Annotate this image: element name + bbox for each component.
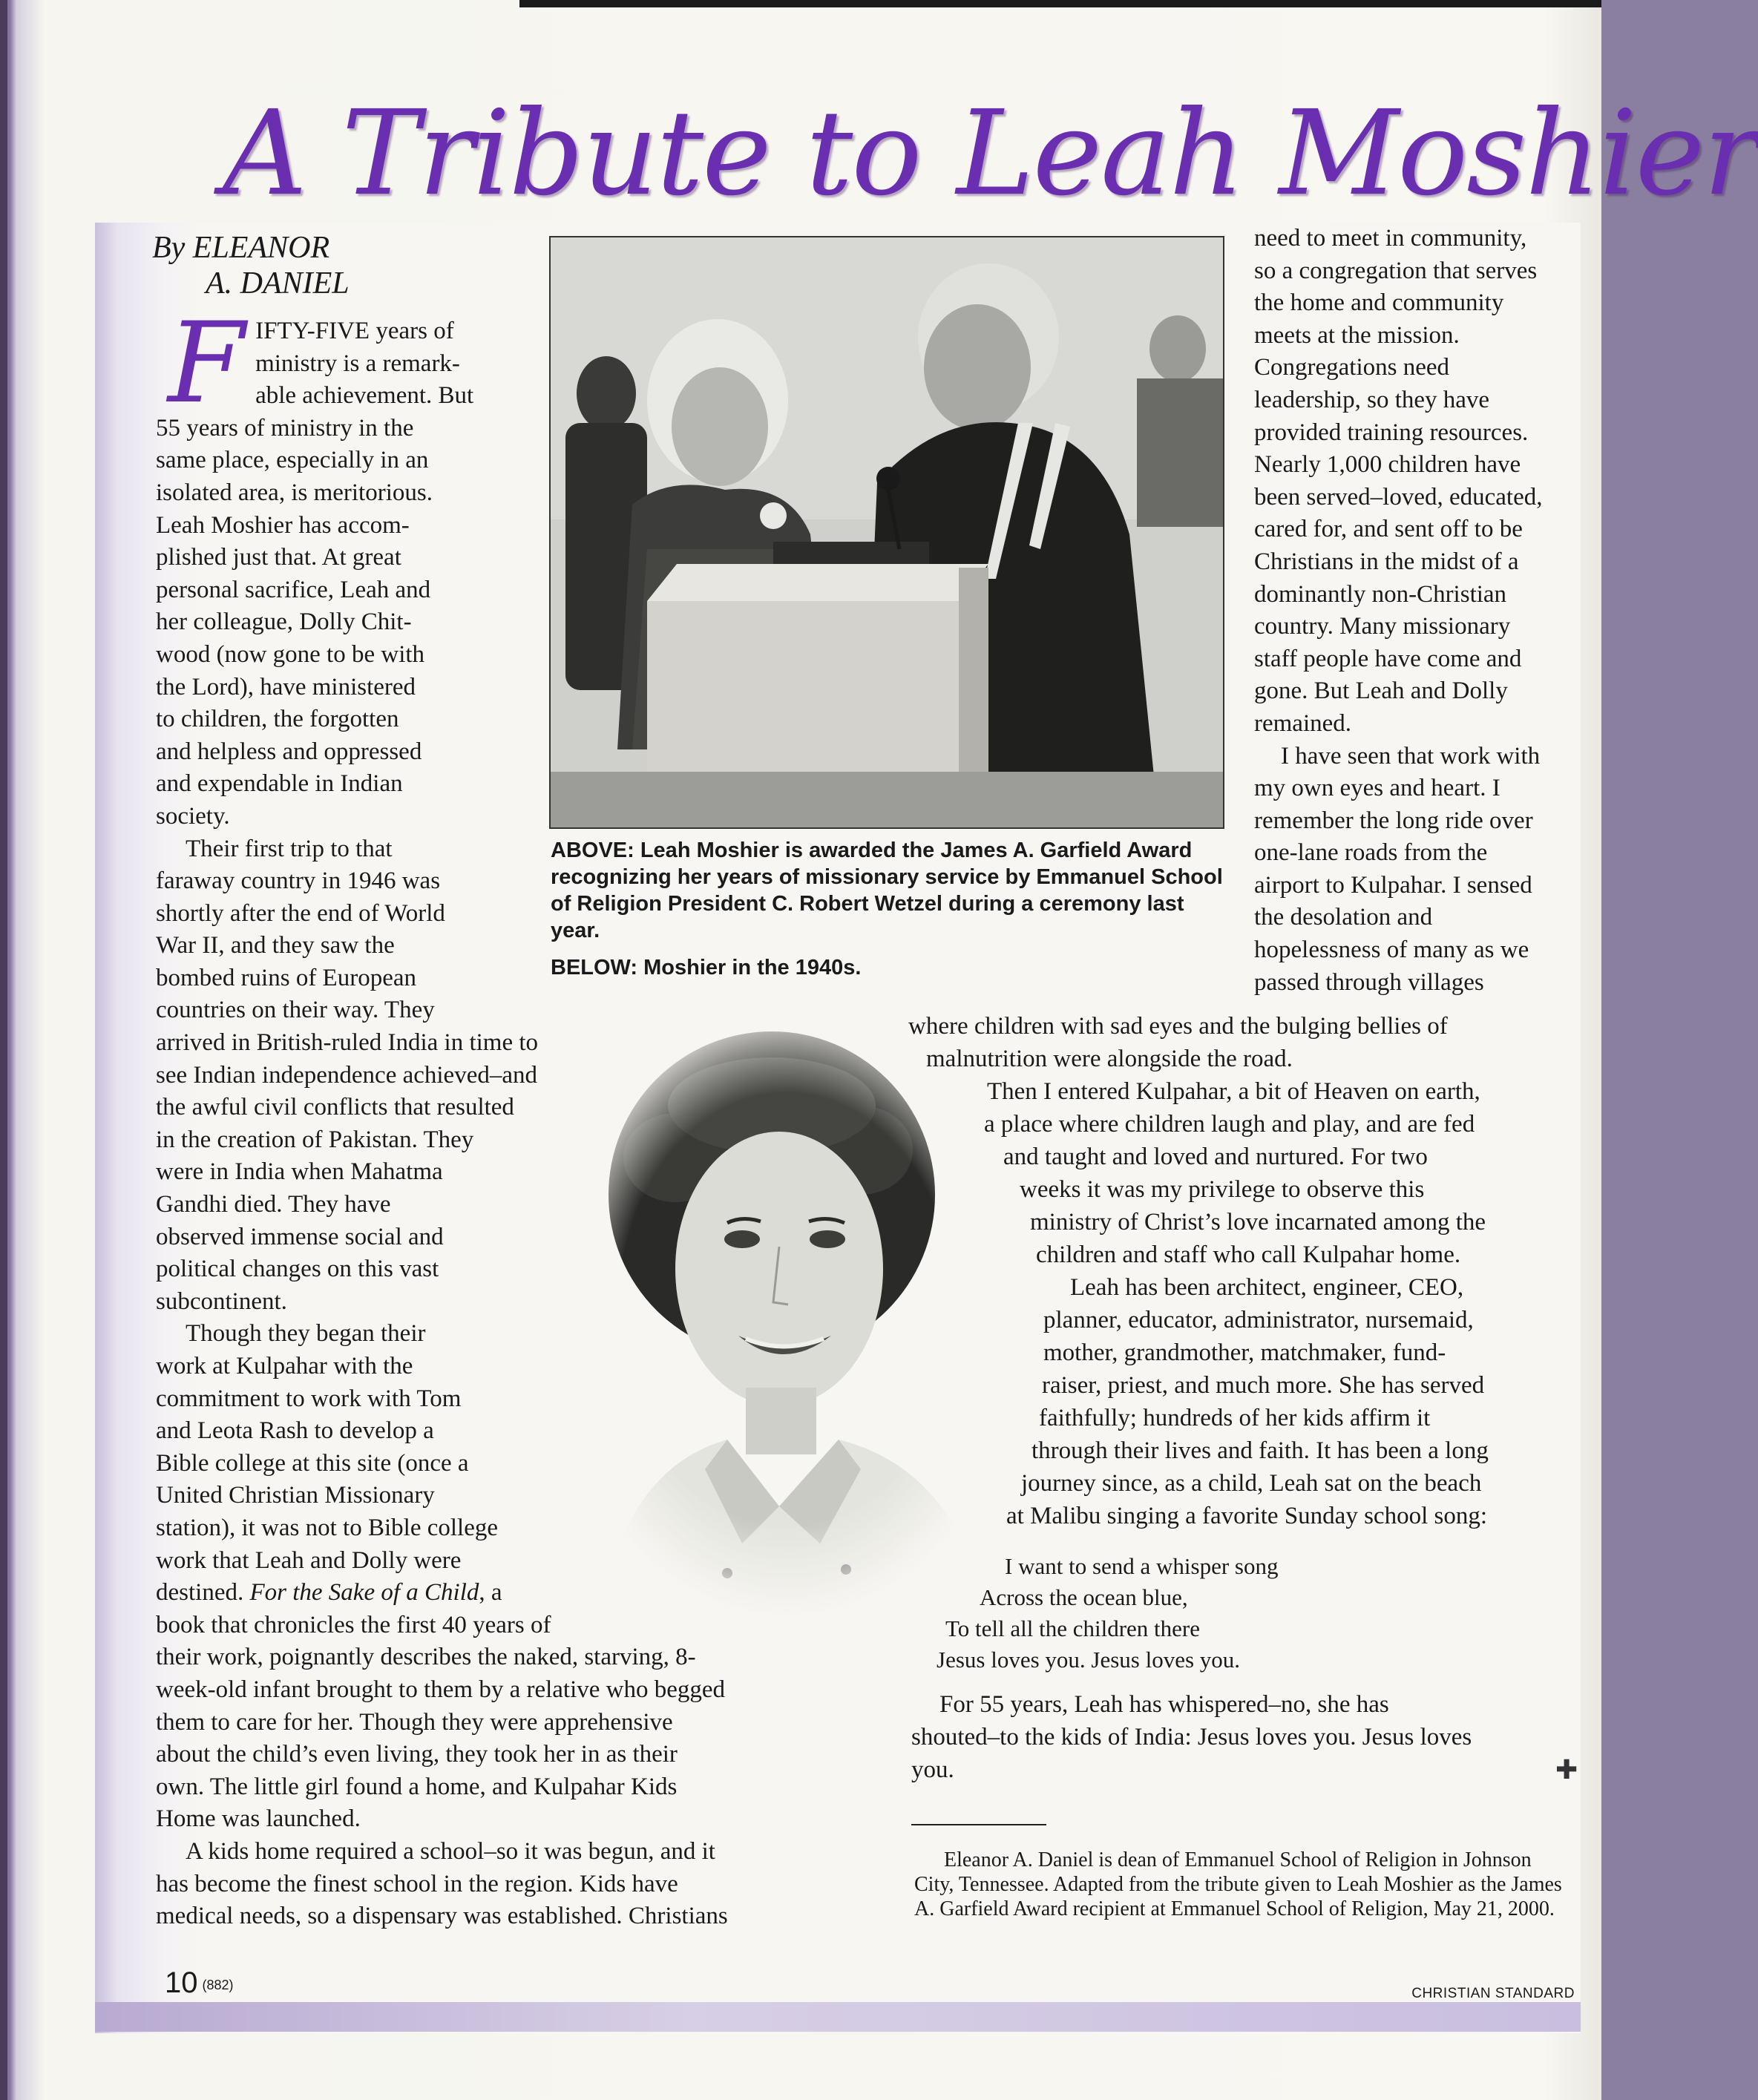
body-line: mother, grandmother, matchmaker, fund-: [1043, 1339, 1446, 1366]
body-line: the desolation and: [1254, 904, 1433, 931]
destined-text: destined.: [156, 1579, 250, 1607]
article-title: A Tribute to Leah Moshier: [223, 85, 1758, 222]
body-line: personal sacrifice, Leah and: [156, 576, 431, 603]
body-line: Home was launched.: [156, 1805, 361, 1833]
body-line: Christians in the midst of a: [1254, 548, 1519, 575]
body-line: Leah Moshier has accom-: [156, 511, 410, 539]
body-line: For 55 years, Leah has whispered–no, she has: [939, 1691, 1389, 1718]
body-line: isolated area, is meritorious.: [156, 479, 433, 506]
body-line: observed immense social and: [156, 1223, 444, 1250]
portrait-illustration: [557, 1024, 1017, 1618]
body-line: her colleague, Dolly Chit-: [156, 608, 412, 636]
page-number-alt: (882): [202, 1978, 234, 1992]
body-line: need to meet in community,: [1254, 225, 1527, 252]
body-line: and taught and loved and nurtured. For two: [1003, 1143, 1428, 1170]
body-line: country. Many missionary: [1254, 613, 1511, 640]
end-mark-icon: ✚: [1555, 1755, 1578, 1785]
body-line: journey since, as a child, Leah sat on the beach: [1021, 1470, 1482, 1497]
book-title: For the Sake of a Child: [249, 1579, 479, 1607]
body-line: at Malibu singing a favorite Sunday school song:: [1006, 1503, 1487, 1529]
portrait-1940s-photo: [557, 1024, 1017, 1618]
paragraph-3: [156, 1318, 726, 1836]
paragraph-1: [156, 299, 527, 833]
body-line: cared for, and sent off to be: [1254, 516, 1523, 543]
body-line: raiser, priest, and much more. She has served: [1042, 1372, 1485, 1399]
body-line: Their first trip to that: [186, 835, 393, 862]
body-line: A kids home required a school–so it was begun, and it: [186, 1837, 715, 1865]
body-line: ministry is a remark-: [255, 350, 460, 377]
body-line: station), it was not to Bible college: [156, 1514, 499, 1541]
body-line: Bible college at this site (once a: [156, 1449, 469, 1477]
body-line: my own eyes and heart. I: [1254, 775, 1500, 802]
body-line: able achievement. But: [255, 382, 474, 410]
body-line: bombed ruins of European: [156, 964, 416, 991]
body-line: shortly after the end of World: [156, 899, 445, 927]
body-line: Though they began their: [186, 1320, 426, 1348]
body-line: Congregations need: [1254, 354, 1450, 381]
caption-above: ABOVE: Leah Moshier is awarded the James A. Garfield Award recognizing her years of missionary service by Emmanuel School of Religion President C. Robert Wetzel during a ceremony last year.: [551, 839, 1223, 942]
body-line: political changes on this vast: [156, 1256, 439, 1283]
byline-line-2: A. DANIEL: [206, 266, 350, 301]
body-line: children and staff who call Kulpahar home.: [1036, 1241, 1461, 1268]
body-line: shouted–to the kids of India: Jesus loves you. Jesus loves: [911, 1724, 1472, 1750]
author-bio: Eleanor A. Daniel is dean of Emmanuel School of Religion in Johnson City, Tennessee. Adapted from the tribute given to Leah Moshier as the James A. Garfield Award recipient at Emmanuel School of Religion, May 21, 2000.: [914, 1848, 1562, 1920]
body-line: War II, and they saw the: [156, 932, 395, 959]
body-line: leadership, so they have: [1254, 386, 1490, 413]
body-line: [156, 1577, 527, 1610]
body-line: Then I entered Kulpahar, a bit of Heaven on earth,: [987, 1078, 1480, 1105]
body-line: work at Kulpahar with the: [156, 1353, 413, 1379]
poem-line: To tell all the children there: [945, 1615, 1200, 1641]
body-line: and Leota Rash to develop a: [156, 1417, 434, 1445]
body-line: arrived in British-ruled India in time to: [156, 1029, 539, 1057]
column-3: [1254, 223, 1581, 999]
body-line: United Christian Missionary: [156, 1482, 435, 1509]
top-edge-strip: [519, 0, 1601, 7]
page-number: [165, 1966, 234, 2000]
body-line: Nearly 1,000 children have: [1254, 451, 1521, 479]
body-line: one-lane roads from the: [1254, 839, 1488, 867]
body-line: week-old infant brought to them by a relative who begged: [156, 1676, 726, 1703]
body-line: countries on their way. They: [156, 997, 435, 1024]
poem-line: Jesus loves you. Jesus loves you.: [937, 1647, 1241, 1673]
body-line: own. The little girl found a home, and Kulpahar Kids: [156, 1773, 678, 1800]
body-line: the awful civil conflicts that resulted: [156, 1094, 514, 1121]
body-line: see Indian independence achieved–and: [156, 1061, 537, 1089]
binding-edge: [0, 0, 7, 2100]
body-line: you.: [911, 1756, 954, 1783]
body-line: I have seen that work with: [1281, 742, 1541, 770]
lavender-bottom-band: [95, 2002, 1581, 2032]
photo-caption: [551, 837, 1233, 981]
paragraph-4: [156, 1836, 728, 1933]
page-number-main: 10: [165, 1966, 198, 1999]
body-line: work that Leah and Dolly were: [156, 1546, 462, 1574]
body-line: medical needs, so a dispensary was established. Christians: [156, 1903, 728, 1930]
body-line: remained.: [1254, 709, 1352, 737]
body-line: hopelessness of many as we: [1254, 936, 1529, 964]
ceremony-illustration: [551, 237, 1223, 827]
body-line: to children, the forgotten: [156, 706, 399, 733]
body-line: and expendable in Indian: [156, 770, 403, 798]
body-line: were in India when Mahatma: [156, 1158, 443, 1186]
body-line: commitment to work with Tom: [156, 1385, 462, 1412]
body-line: them to care for her. Though they were apprehensive: [156, 1708, 673, 1736]
body-line: Gandhi died. They have: [156, 1191, 391, 1218]
body-line: through their lives and faith. It has been a long: [1031, 1437, 1489, 1464]
body-line: meets at the mission.: [1254, 321, 1460, 349]
body-line: their work, poignantly describes the naked, starving, 8-: [156, 1644, 696, 1671]
body-line: has become the finest school in the region. Kids have: [156, 1870, 678, 1897]
drop-cap: F: [168, 299, 246, 428]
magazine-name: CHRISTIAN STANDARD: [1411, 1986, 1575, 2001]
poem-line: I want to send a whisper song: [1005, 1553, 1279, 1579]
body-line: subcontinent.: [156, 1287, 287, 1315]
body-line: about the child’s even living, they took her in as their: [156, 1741, 678, 1768]
award-ceremony-photo: [549, 236, 1224, 829]
body-line: planner, educator, administrator, nursemaid,: [1043, 1307, 1474, 1333]
body-line: a place where children laugh and play, and are fed: [984, 1111, 1475, 1138]
body-line: 55 years of ministry in the: [156, 414, 414, 442]
destined-text-tail: , a: [479, 1579, 502, 1607]
body-line: dominantly non-Christian: [1254, 580, 1507, 608]
body-line: so a congregation that serves: [1254, 257, 1538, 284]
body-line: airport to Kulpahar. I sensed: [1254, 871, 1532, 899]
body-line: the Lord), have ministered: [156, 673, 416, 700]
body-line: staff people have come and: [1254, 645, 1522, 672]
body-line: faraway country in 1946 was: [156, 867, 441, 895]
body-line: IFTY-FIVE years of: [255, 318, 454, 344]
body-line: ministry of Christ’s love incarnated among the: [1030, 1209, 1486, 1236]
body-line: same place, especially in an: [156, 447, 429, 474]
paragraph-2: [156, 833, 539, 1319]
caption-below: BELOW: Moshier in the 1940s.: [551, 956, 862, 980]
footnote-divider: [911, 1824, 1046, 1825]
body-line: in the creation of Pakistan. They: [156, 1126, 474, 1153]
body-line: wood (now gone to be with: [156, 640, 425, 668]
body-line: and helpless and oppressed: [156, 738, 422, 765]
body-line: weeks it was my privilege to observe this: [1020, 1176, 1425, 1203]
body-line: remember the long ride over: [1254, 807, 1533, 834]
body-line: passed through villages: [1254, 968, 1484, 996]
body-line: book that chronicles the first 40 years of: [156, 1611, 551, 1638]
byline-line-1: By ELEANOR: [152, 231, 330, 265]
byline: [152, 230, 350, 301]
body-line: provided training resources.: [1254, 419, 1529, 446]
poem-line: Across the ocean blue,: [980, 1584, 1188, 1610]
body-line: malnutrition were alongside the road.: [926, 1046, 1293, 1072]
body-line: faithfully; hundreds of her kids affirm it: [1039, 1405, 1431, 1431]
body-line: been served–loved, educated,: [1254, 483, 1543, 511]
body-line: where children with sad eyes and the bulging bellies of: [908, 1013, 1448, 1040]
body-line: Leah has been architect, engineer, CEO,: [1070, 1274, 1464, 1301]
body-line: plished just that. At great: [156, 544, 401, 571]
body-line: gone. But Leah and Dolly: [1254, 677, 1508, 705]
body-line: the home and community: [1254, 289, 1504, 317]
body-line: society.: [156, 802, 230, 830]
